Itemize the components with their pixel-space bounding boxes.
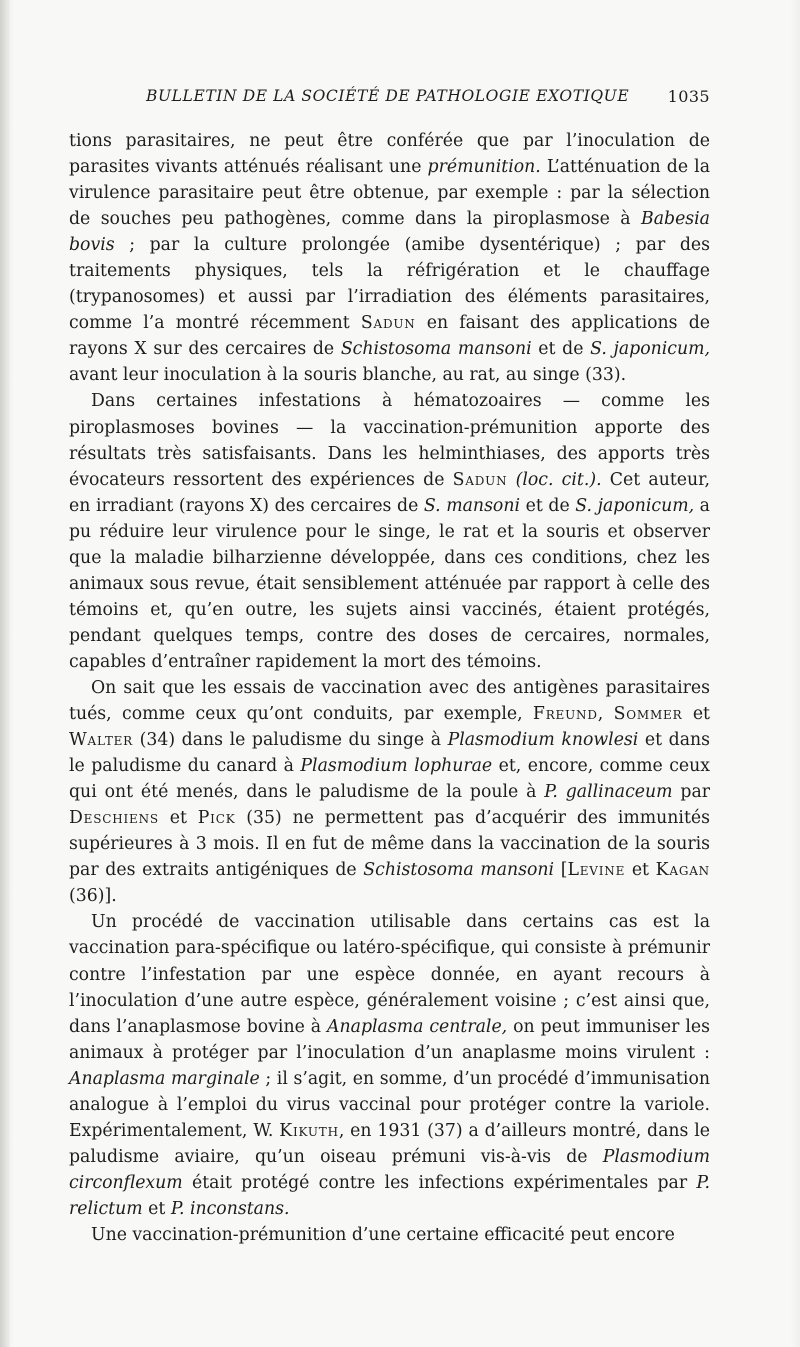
page-gutter-shadow: [0, 0, 10, 1347]
text-run: (34) dans le paludisme du singe à: [133, 730, 448, 751]
text-run: et, encore, comme ceux qui ont été menés, dans le paludisme de la poule à: [69, 756, 710, 803]
author-name: Sommer: [613, 704, 683, 725]
text-run: et de: [520, 495, 576, 516]
paragraph-3: [69, 675, 710, 909]
italic-run: Plasmodium knowlesi: [447, 730, 639, 751]
author-name: Pick: [197, 808, 236, 829]
text-run: et: [682, 704, 710, 725]
text-run: ,: [597, 704, 614, 725]
text-run: par: [672, 782, 711, 803]
text-run: tions parasitaires, ne peut être conférée que par l’inoculation de parasites vivants atténués réalisant une: [69, 131, 710, 178]
page-number: 1035: [667, 87, 710, 106]
text-run: et: [158, 808, 198, 829]
paragraph-5: [69, 1222, 710, 1248]
text-run: était protégé contre les infections expérimentales par: [182, 1172, 697, 1193]
text-run: Cet auteur, en irradiant (rayons X) des cercaires de: [69, 469, 710, 516]
text-run: on peut immuniser les animaux à protéger par l’inoculation d’un anaplasme moins virulent :: [69, 1016, 710, 1063]
body-text: [69, 128, 710, 1248]
text-run: (35) ne permettent pas d’acquérir des immunités supérieures à 3 mois. Il en fut de même dans la vaccination de la souris par des extraits antigéniques de: [69, 808, 710, 881]
italic-run: S. japonicum,: [590, 339, 710, 360]
italic-run: Anaplasma centrale,: [327, 1016, 508, 1037]
text-run: et dans le paludisme du canard à: [69, 730, 710, 777]
italic-run: Babesia bovis: [69, 209, 710, 256]
author-name: Deschiens: [69, 808, 159, 829]
paragraph-4: [69, 909, 710, 1222]
text-run: a pu réduire leur virulence pour le singe, le rat et la souris et observer que la maladie bilharzienne développée, dans ces conditions, chez les animaux sous revue, était sensiblement atténuée par rapport à celle des témoins et, qu’en outre, les sujets ainsi vaccinés, étaient protégés, pendant quelques temps, contre des doses de cercaires, normales, capables d’entraîner rapidement la mort des témoins.: [69, 495, 710, 672]
italic-run: Schistosoma mansoni: [363, 860, 555, 881]
text-run: ; il s’agit, en somme, d’un procédé d’immunisation analogue à l’emploi du virus vaccinal pour protéger contre la variole. Expérimentalement, W.: [69, 1068, 710, 1141]
text-run: ; par la culture prolongée (amibe dysentérique) ; par des traitements physiques, tels la réfrigération et le chauffage (trypanosomes) et aussi par l’irradiation des éléments parasitaires, comme l’a montré récemment: [69, 235, 710, 334]
text-run: et: [625, 860, 656, 881]
italic-run: P. inconstans.: [170, 1198, 290, 1219]
italic-run: (loc. cit.).: [515, 469, 602, 490]
author-name: Freund: [532, 704, 598, 725]
journal-title: BULLETIN DE LA SOCIÉTÉ DE PATHOLOGIE EXOTIQUE: [146, 87, 630, 105]
italic-run: Anaplasma marginale: [69, 1068, 260, 1089]
running-head: [140, 87, 710, 111]
text-run: Un procédé de vaccination utilisable dans certains cas est la vaccination para-spécifique ou latéro-spécifique, qui consiste à prémunir contre l’infestation par une espèce donnée, en ayant recours à l’inoculation d’une autre espèce, généralement voisine ; c’est ainsi que, dans l’anaplasmose bovine à: [69, 912, 710, 1037]
paragraph-1: [69, 128, 710, 388]
author-name: Levine: [567, 860, 626, 881]
italic-run: P. gallinaceum: [544, 782, 673, 803]
text-run: et: [142, 1198, 171, 1219]
italic-run: prémunition.: [427, 157, 541, 178]
text-run: On sait que les essais de vaccination avec des antigènes parasitaires tués, comme ceux qu’ont conduits, par exemple,: [69, 677, 710, 725]
text-run: Une vaccination-prémunition d’une certaine efficacité peut encore: [91, 1224, 675, 1245]
text-run: avant leur inoculation à la souris blanche, au rat, au singe (33).: [69, 365, 627, 386]
paragraph-2: [69, 388, 710, 675]
italic-run: Schistosoma mansoni: [340, 339, 532, 360]
author-name: Kikuth: [279, 1120, 339, 1141]
author-name: Walter: [69, 730, 134, 751]
text-run: , en 1931 (37) a d’ailleurs montré, dans le paludisme aviaire, qu’un oiseau prémuni vis-à-vis de: [69, 1120, 710, 1167]
italic-run: Plasmodium lophurae: [300, 756, 493, 777]
text-run: [: [554, 860, 568, 881]
italic-run: S. mansoni: [423, 495, 520, 516]
text-run: en faisant des applications de rayons X sur des cercaires de: [69, 313, 710, 360]
italic-run: P. relictum: [69, 1172, 710, 1219]
text-run: et de: [531, 339, 591, 360]
text-run: L’atténuation de la virulence parasitaire peut être obtenue, par exemple : par la sélection de souches peu pathogènes, comme dans la piroplasmose à: [69, 157, 710, 230]
text-run: (36)].: [69, 886, 117, 907]
author-name: Kagan: [655, 860, 710, 881]
italic-run: S. japonicum,: [575, 495, 695, 516]
author-name: Sadun: [452, 469, 508, 490]
text-run: Dans certaines infestations à hématozoaires — comme les piroplasmoses bovines — la vaccination-prémunition apporte des résultats très satisfaisants. Dans les helminthiases, des apports très évocateurs ressortent des expériences de: [69, 391, 710, 490]
text-run: [507, 470, 515, 490]
italic-run: Plasmodium circonflexum: [69, 1146, 710, 1193]
author-name: Sadun: [360, 313, 416, 334]
